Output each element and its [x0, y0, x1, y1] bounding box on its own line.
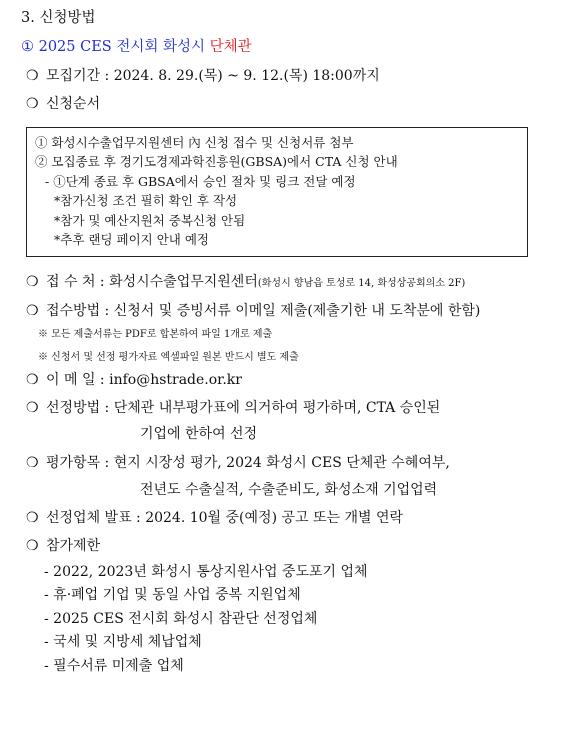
box-line: *참가신청 조건 필히 확인 후 작성 [54, 193, 238, 208]
selection-row [26, 398, 440, 418]
box-line: ① 화성시수출업무지원센터 內 신청 접수 및 신청서류 첨부 [35, 135, 354, 150]
evaluation-row [26, 453, 450, 473]
evaluation-line2: 전년도 수출실적, 수출준비도, 화성소재 기업업력 [140, 482, 438, 498]
email-row [26, 370, 242, 390]
reception-label: 접 수 처 : 화성시수출업무지원센터 [46, 274, 258, 290]
selection-line1: 선정방법 : 단체관 내부평가표에 의거하여 평가하며, CTA 승인된 [46, 400, 441, 416]
box-line: *참가 및 예산지원처 중복신청 안됨 [54, 213, 246, 228]
circle-bullet-icon: ❍ [26, 68, 39, 84]
section-title: 3. 신청방법 [21, 10, 96, 26]
subtitle [21, 37, 252, 57]
recruit-period-row [26, 66, 380, 86]
apply-order-box [26, 127, 528, 257]
circle-bullet-icon: ❍ [26, 372, 39, 388]
method-row [26, 301, 480, 321]
reception-detail: (화성시 향남읍 토성로 14, 화성상공회의소 2F) [257, 278, 466, 289]
evaluation-line1: 평가항목 : 현지 시장성 평가, 2024 화성시 CES 단체관 수혜여부, [46, 455, 450, 471]
circle-bullet-icon: ❍ [26, 400, 39, 416]
box-line: *추후 랜딩 페이지 안내 예정 [54, 232, 209, 247]
announce-row [26, 508, 403, 528]
subtitle-highlight: 단체관 [209, 39, 252, 55]
restriction-item: - 2025 CES 전시회 화성시 참관단 선정업체 [44, 611, 318, 627]
restrict-row [26, 536, 100, 556]
restriction-item: - 휴·폐업 기업 및 동일 사업 중복 지원업체 [44, 587, 301, 603]
circle-bullet-icon: ❍ [26, 510, 39, 526]
restriction-item: - 2022, 2023년 화성시 통상지원사업 중도포기 업체 [44, 564, 368, 580]
circle-bullet-icon: ❍ [26, 274, 39, 290]
box-line: - ①단계 종료 후 GBSA에서 승인 절차 및 링크 전달 예정 [45, 174, 356, 189]
note: ※ 신청서 및 선정 평가자료 엑셀파일 원본 반드시 별도 제출 [38, 352, 299, 363]
method-text: 접수방법 : 신청서 및 증빙서류 이메일 제출(제출기한 내 도착분에 한함) [46, 303, 481, 319]
email-text: 이 메 일 : info@hstrade.or.kr [46, 372, 242, 388]
apply-order-row [26, 94, 100, 114]
box-line: ② 모집종료 후 경기도경제과학진흥원(GBSA)에서 CTA 신청 안내 [35, 154, 398, 169]
restriction-item: - 필수서류 미제출 업체 [44, 658, 184, 674]
subtitle-prefix: ① 2025 CES 전시회 화성시 [21, 39, 205, 55]
apply-order-label: 신청순서 [46, 96, 101, 112]
announce-text: 선정업체 발표 : 2024. 10월 중(예정) 공고 또는 개별 연락 [46, 510, 404, 526]
restriction-item: - 국세 및 지방세 체납업체 [44, 634, 202, 650]
reception-row [26, 272, 465, 294]
circle-bullet-icon: ❍ [26, 455, 39, 471]
restrict-label: 참가제한 [46, 538, 101, 554]
selection-line2: 기업에 한하여 선정 [140, 426, 258, 442]
circle-bullet-icon: ❍ [26, 538, 39, 554]
note: ※ 모든 제출서류는 PDF로 합본하여 파일 1개로 제출 [38, 329, 273, 340]
circle-bullet-icon: ❍ [26, 96, 39, 112]
recruit-period: 모집기간 : 2024. 8. 29.(목) ~ 9. 12.(목) 18:00까지 [46, 68, 380, 84]
circle-bullet-icon: ❍ [26, 303, 39, 319]
